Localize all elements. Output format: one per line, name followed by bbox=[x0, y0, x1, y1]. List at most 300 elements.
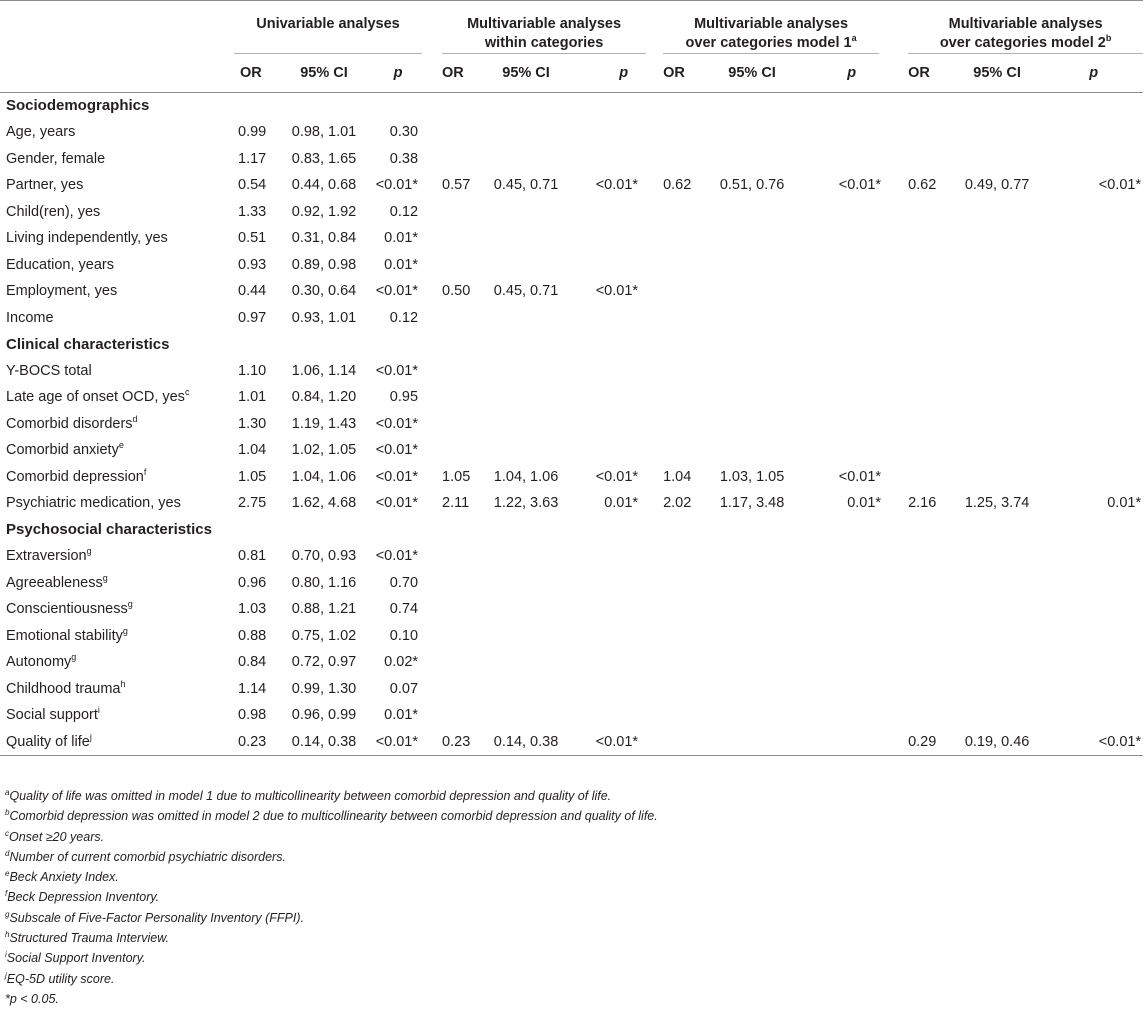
cell-or bbox=[906, 702, 951, 729]
row-label bbox=[0, 358, 230, 385]
column-gap bbox=[891, 437, 906, 464]
cell-or bbox=[440, 596, 480, 623]
row-label-footnote-mark: i bbox=[97, 705, 100, 716]
row-label bbox=[0, 411, 230, 438]
row-label-text: Emotional stability bbox=[6, 627, 123, 644]
cell-p: <0.01* bbox=[838, 177, 882, 194]
cell-p: 0.01* bbox=[384, 230, 419, 247]
cell-or bbox=[906, 623, 951, 650]
cell-ci bbox=[951, 676, 1043, 703]
table-row bbox=[0, 464, 1143, 491]
row-label-footnote-mark: g bbox=[71, 652, 77, 663]
row-label bbox=[0, 570, 230, 597]
cell-or: 0.96 bbox=[238, 574, 267, 591]
cell-ci: 0.80, 1.16 bbox=[291, 574, 357, 591]
cell-or: 0.84 bbox=[238, 654, 267, 671]
cell-ci: 0.88, 1.21 bbox=[291, 601, 357, 618]
cell-p bbox=[1043, 702, 1143, 729]
cell-or bbox=[440, 305, 480, 332]
cell-or bbox=[661, 437, 706, 464]
cell-or bbox=[661, 623, 706, 650]
table-row bbox=[0, 384, 1143, 411]
column-gap bbox=[891, 172, 906, 199]
cell-or: 0.99 bbox=[238, 124, 267, 141]
cell-ci: 1.62, 4.68 bbox=[291, 495, 357, 512]
cell-or bbox=[440, 199, 480, 226]
footnote bbox=[5, 847, 658, 867]
column-gap bbox=[646, 464, 661, 491]
row-label bbox=[0, 119, 230, 146]
cell-or bbox=[440, 702, 480, 729]
footnote-mark: i bbox=[5, 950, 7, 960]
footnote-text: Beck Depression Inventory. bbox=[7, 890, 160, 905]
row-label-text: Extraversion bbox=[6, 548, 87, 565]
row-label-text: Partner, yes bbox=[6, 177, 84, 194]
cell-p: <0.01* bbox=[375, 415, 419, 432]
cell-p bbox=[798, 119, 891, 146]
cell-or bbox=[906, 570, 951, 597]
cell-ci bbox=[706, 702, 798, 729]
cell-or bbox=[906, 305, 951, 332]
cell-p: <0.01* bbox=[838, 468, 882, 485]
cell-p: <0.01* bbox=[375, 442, 419, 459]
col-or: OR bbox=[442, 64, 464, 81]
cell-or bbox=[906, 411, 951, 438]
column-gap bbox=[891, 543, 906, 570]
cell-p bbox=[798, 411, 891, 438]
cell-ci: 0.84, 1.20 bbox=[291, 389, 357, 406]
col-p: p bbox=[847, 64, 857, 81]
cell-or: 1.01 bbox=[238, 389, 267, 406]
cell-or: 0.57 bbox=[442, 177, 471, 194]
row-label-text: Psychiatric medication, yes bbox=[6, 495, 181, 512]
row-label bbox=[0, 384, 230, 411]
col-p: p bbox=[393, 64, 403, 81]
cell-or bbox=[906, 119, 951, 146]
table-row bbox=[0, 702, 1143, 729]
cell-or bbox=[906, 596, 951, 623]
cell-p bbox=[572, 252, 646, 279]
row-label bbox=[0, 278, 230, 305]
column-gap bbox=[646, 596, 661, 623]
cell-ci: 1.02, 1.05 bbox=[291, 442, 357, 459]
cell-ci: 0.72, 0.97 bbox=[291, 654, 357, 671]
cell-ci bbox=[951, 119, 1043, 146]
row-label bbox=[0, 464, 230, 491]
cell-ci: 0.44, 0.68 bbox=[291, 177, 357, 194]
cell-p: <0.01* bbox=[1098, 733, 1142, 750]
cell-p: <0.01* bbox=[375, 468, 419, 485]
footnote bbox=[5, 989, 658, 1009]
column-gap bbox=[891, 305, 906, 332]
footnote-text: *p < 0.05. bbox=[5, 991, 59, 1006]
table-row bbox=[0, 596, 1143, 623]
cell-p bbox=[798, 278, 891, 305]
section-title: Clinical characteristics bbox=[6, 335, 170, 353]
table-row bbox=[0, 146, 1143, 173]
cell-p bbox=[1043, 570, 1143, 597]
row-label-text: Comorbid anxiety bbox=[6, 442, 119, 459]
footnote bbox=[5, 887, 658, 907]
column-gap bbox=[426, 252, 440, 279]
cell-ci bbox=[480, 437, 572, 464]
column-gap bbox=[891, 146, 906, 173]
cell-or bbox=[661, 649, 706, 676]
cell-ci: 1.03, 1.05 bbox=[719, 468, 785, 485]
cell-or: 0.98 bbox=[238, 707, 267, 724]
column-gap bbox=[426, 199, 440, 226]
cell-or: 1.33 bbox=[238, 203, 267, 220]
footnote-text: Social Support Inventory. bbox=[6, 951, 146, 966]
col-or: OR bbox=[908, 64, 930, 81]
cell-p bbox=[798, 305, 891, 332]
section-header-row bbox=[0, 517, 1143, 544]
table-row bbox=[0, 729, 1143, 756]
column-gap bbox=[646, 623, 661, 650]
column-gap bbox=[646, 199, 661, 226]
row-label bbox=[0, 199, 230, 226]
col-ci: 95% CI bbox=[300, 64, 348, 81]
cell-p bbox=[572, 146, 646, 173]
cell-p bbox=[798, 225, 891, 252]
cell-ci bbox=[706, 252, 798, 279]
cell-ci bbox=[706, 358, 798, 385]
column-gap bbox=[891, 411, 906, 438]
cell-or bbox=[906, 543, 951, 570]
cell-p bbox=[798, 437, 891, 464]
cell-or: 0.62 bbox=[663, 177, 692, 194]
footnote bbox=[5, 908, 658, 928]
cell-p bbox=[572, 570, 646, 597]
cell-ci bbox=[480, 570, 572, 597]
cell-or: 0.51 bbox=[238, 230, 267, 247]
table-row bbox=[0, 199, 1143, 226]
table-row bbox=[0, 411, 1143, 438]
footnote-text: Structured Trauma Interview. bbox=[9, 931, 170, 946]
column-gap bbox=[646, 252, 661, 279]
row-label-text: Childhood trauma bbox=[6, 680, 121, 697]
column-gap bbox=[646, 543, 661, 570]
row-label bbox=[0, 490, 230, 517]
row-label-footnote-mark: g bbox=[86, 546, 92, 557]
cell-p bbox=[798, 729, 891, 756]
cell-ci bbox=[480, 358, 572, 385]
cell-or: 1.17 bbox=[238, 150, 267, 167]
column-gap bbox=[646, 676, 661, 703]
col-or: OR bbox=[663, 64, 685, 81]
footnote-text: Beck Anxiety Index. bbox=[9, 870, 119, 885]
column-gap bbox=[426, 172, 440, 199]
row-label bbox=[0, 702, 230, 729]
footnote-mark: g bbox=[5, 909, 10, 919]
cell-or bbox=[906, 384, 951, 411]
row-label bbox=[0, 146, 230, 173]
cell-p: 0.01* bbox=[1107, 495, 1142, 512]
cell-p bbox=[572, 119, 646, 146]
column-gap bbox=[426, 490, 440, 517]
column-gap bbox=[891, 649, 906, 676]
cell-or bbox=[661, 119, 706, 146]
cell-p bbox=[572, 437, 646, 464]
column-gap bbox=[646, 729, 661, 756]
cell-ci bbox=[951, 225, 1043, 252]
cell-or bbox=[440, 384, 480, 411]
column-gap bbox=[891, 199, 906, 226]
footnote bbox=[5, 948, 658, 968]
cell-ci bbox=[706, 570, 798, 597]
cell-or: 1.10 bbox=[238, 362, 267, 379]
column-gap bbox=[426, 411, 440, 438]
cell-p bbox=[1043, 252, 1143, 279]
row-label-footnote-mark: f bbox=[143, 466, 147, 477]
row-label bbox=[0, 596, 230, 623]
cell-or: 0.23 bbox=[238, 733, 267, 750]
cell-or: 0.29 bbox=[908, 733, 937, 750]
cell-ci bbox=[951, 702, 1043, 729]
cell-p bbox=[1043, 649, 1143, 676]
footnote bbox=[5, 806, 658, 826]
cell-or: 1.30 bbox=[238, 415, 267, 432]
cell-p: 0.30 bbox=[389, 124, 419, 141]
cell-or bbox=[906, 278, 951, 305]
cell-ci bbox=[706, 649, 798, 676]
cell-ci bbox=[706, 411, 798, 438]
cell-p bbox=[798, 649, 891, 676]
cell-p: 0.01* bbox=[604, 495, 639, 512]
cell-p bbox=[1043, 464, 1143, 491]
column-gap bbox=[646, 278, 661, 305]
cell-p bbox=[572, 199, 646, 226]
cell-p: <0.01* bbox=[375, 177, 419, 194]
row-label-text: Child(ren), yes bbox=[6, 203, 101, 220]
cell-ci: 1.17, 3.48 bbox=[719, 495, 785, 512]
row-label-footnote-mark: d bbox=[132, 413, 138, 424]
cell-or bbox=[440, 570, 480, 597]
cell-ci bbox=[706, 729, 798, 756]
cell-or bbox=[661, 729, 706, 756]
cell-p bbox=[798, 199, 891, 226]
cell-ci bbox=[706, 305, 798, 332]
row-label-text: Conscientiousness bbox=[6, 601, 128, 618]
column-gap bbox=[646, 172, 661, 199]
row-label bbox=[0, 252, 230, 279]
table-row bbox=[0, 623, 1143, 650]
cell-or bbox=[440, 676, 480, 703]
cell-ci bbox=[706, 278, 798, 305]
cell-ci: 0.14, 0.38 bbox=[493, 733, 559, 750]
column-gap bbox=[426, 146, 440, 173]
table-row bbox=[0, 172, 1143, 199]
footnote bbox=[5, 786, 658, 806]
cell-or bbox=[906, 225, 951, 252]
column-gap bbox=[646, 384, 661, 411]
cell-or bbox=[661, 384, 706, 411]
cell-p bbox=[1043, 437, 1143, 464]
cell-or: 2.16 bbox=[908, 495, 937, 512]
column-gap bbox=[426, 570, 440, 597]
cell-ci bbox=[480, 623, 572, 650]
cell-or bbox=[440, 146, 480, 173]
cell-or bbox=[906, 676, 951, 703]
footnote-text: Quality of life was omitted in model 1 due to multicollinearity between comorbid depression and quality of life. bbox=[9, 789, 612, 803]
cell-p: 0.02* bbox=[384, 654, 419, 671]
cell-ci bbox=[706, 199, 798, 226]
cell-or bbox=[906, 146, 951, 173]
cell-ci: 1.19, 1.43 bbox=[291, 415, 357, 432]
row-label-text: Gender, female bbox=[6, 150, 106, 167]
cell-p bbox=[572, 543, 646, 570]
table-row bbox=[0, 649, 1143, 676]
cell-or bbox=[661, 199, 706, 226]
column-gap bbox=[891, 490, 906, 517]
column-gap bbox=[891, 252, 906, 279]
cell-p: 0.38 bbox=[389, 150, 419, 167]
row-label-text: Comorbid depression bbox=[6, 468, 144, 485]
column-gap bbox=[426, 358, 440, 385]
cell-ci: 1.04, 1.06 bbox=[493, 468, 559, 485]
footnote-text: EQ-5D utility score. bbox=[6, 971, 115, 986]
row-label-text: Y-BOCS total bbox=[6, 362, 92, 379]
footnote-mark: j bbox=[5, 970, 7, 980]
footnote-text: Subscale of Five-Factor Personality Inventory (FFPI). bbox=[9, 910, 304, 925]
column-gap bbox=[426, 464, 440, 491]
cell-ci: 0.49, 0.77 bbox=[964, 177, 1030, 194]
cell-or bbox=[440, 225, 480, 252]
cell-p: 0.70 bbox=[389, 574, 419, 591]
cell-ci: 0.31, 0.84 bbox=[291, 230, 357, 247]
cell-or bbox=[661, 358, 706, 385]
column-gap bbox=[891, 225, 906, 252]
group-header-univariable: Univariable analyses bbox=[234, 15, 422, 54]
cell-ci bbox=[480, 252, 572, 279]
cell-or: 1.04 bbox=[663, 468, 692, 485]
cell-p: <0.01* bbox=[595, 177, 639, 194]
column-gap bbox=[646, 358, 661, 385]
cell-or bbox=[906, 464, 951, 491]
column-gap bbox=[891, 119, 906, 146]
cell-p: 0.12 bbox=[389, 203, 419, 220]
cell-ci bbox=[951, 649, 1043, 676]
cell-p: 0.74 bbox=[389, 601, 419, 618]
cell-or bbox=[440, 358, 480, 385]
cell-or bbox=[440, 437, 480, 464]
cell-p bbox=[1043, 623, 1143, 650]
cell-p bbox=[572, 225, 646, 252]
row-label bbox=[0, 172, 230, 199]
column-gap bbox=[426, 676, 440, 703]
footnote bbox=[5, 969, 658, 989]
column-gap bbox=[646, 649, 661, 676]
column-gap bbox=[891, 384, 906, 411]
section-title: Sociodemographics bbox=[6, 97, 150, 115]
cell-p bbox=[572, 358, 646, 385]
footnote-mark: a bbox=[5, 787, 10, 797]
cell-ci bbox=[951, 384, 1043, 411]
cell-or bbox=[661, 570, 706, 597]
cell-or bbox=[906, 649, 951, 676]
cell-ci bbox=[480, 543, 572, 570]
footnote bbox=[5, 867, 658, 887]
row-label-footnote-mark: e bbox=[118, 440, 124, 451]
cell-or: 0.62 bbox=[908, 177, 937, 194]
column-gap bbox=[891, 729, 906, 756]
column-gap bbox=[426, 225, 440, 252]
cell-p bbox=[1043, 199, 1143, 226]
footnote-mark: h bbox=[5, 929, 10, 939]
group-header-row bbox=[0, 1, 1143, 55]
cell-ci: 0.45, 0.71 bbox=[493, 283, 559, 300]
cell-p: 0.10 bbox=[389, 627, 419, 644]
cell-p: <0.01* bbox=[375, 283, 419, 300]
cell-ci bbox=[951, 464, 1043, 491]
cell-ci bbox=[480, 411, 572, 438]
row-label-footnote-mark: g bbox=[127, 599, 133, 610]
footnote bbox=[5, 928, 658, 948]
column-gap bbox=[891, 676, 906, 703]
table-row bbox=[0, 437, 1143, 464]
cell-or: 1.14 bbox=[238, 680, 267, 697]
column-gap bbox=[891, 570, 906, 597]
table-row bbox=[0, 225, 1143, 252]
cell-p: 0.01* bbox=[847, 495, 882, 512]
table-row bbox=[0, 358, 1143, 385]
cell-ci bbox=[706, 119, 798, 146]
cell-p bbox=[1043, 119, 1143, 146]
footnote-mark: c bbox=[5, 828, 9, 838]
cell-p bbox=[798, 252, 891, 279]
column-gap bbox=[646, 146, 661, 173]
row-label-text: Late age of onset OCD, yes bbox=[6, 389, 185, 406]
cell-p bbox=[1043, 146, 1143, 173]
cell-p: 0.95 bbox=[389, 389, 419, 406]
column-gap bbox=[646, 570, 661, 597]
cell-or bbox=[440, 623, 480, 650]
cell-or bbox=[906, 358, 951, 385]
row-label bbox=[0, 225, 230, 252]
cell-ci bbox=[480, 649, 572, 676]
column-gap bbox=[426, 437, 440, 464]
sub-header-row bbox=[0, 54, 1143, 92]
cell-or: 2.02 bbox=[663, 495, 692, 512]
cell-ci: 0.96, 0.99 bbox=[291, 707, 357, 724]
cell-p bbox=[572, 623, 646, 650]
cell-p bbox=[572, 676, 646, 703]
row-label-footnote-mark: g bbox=[102, 572, 108, 583]
cell-or: 0.81 bbox=[238, 548, 267, 565]
cell-or bbox=[661, 146, 706, 173]
cell-ci bbox=[951, 358, 1043, 385]
col-p: p bbox=[1089, 64, 1099, 81]
cell-or bbox=[906, 199, 951, 226]
cell-p bbox=[572, 649, 646, 676]
cell-p bbox=[798, 358, 891, 385]
cell-ci: 1.04, 1.06 bbox=[291, 468, 357, 485]
cell-p bbox=[1043, 543, 1143, 570]
cell-or: 0.23 bbox=[442, 733, 471, 750]
column-gap bbox=[646, 702, 661, 729]
section-title: Psychosocial characteristics bbox=[6, 521, 212, 539]
cell-p bbox=[1043, 278, 1143, 305]
cell-or bbox=[661, 252, 706, 279]
section-header-row bbox=[0, 331, 1143, 358]
cell-p bbox=[798, 702, 891, 729]
column-gap bbox=[891, 623, 906, 650]
footnote-text: Comorbid depression was omitted in model 2 due to multicollinearity between comorbid depression and quality of life. bbox=[9, 809, 658, 824]
footnote bbox=[5, 827, 658, 847]
cell-ci: 0.92, 1.92 bbox=[291, 203, 357, 220]
table-body bbox=[0, 92, 1143, 756]
row-label-footnote-mark: g bbox=[122, 625, 128, 636]
